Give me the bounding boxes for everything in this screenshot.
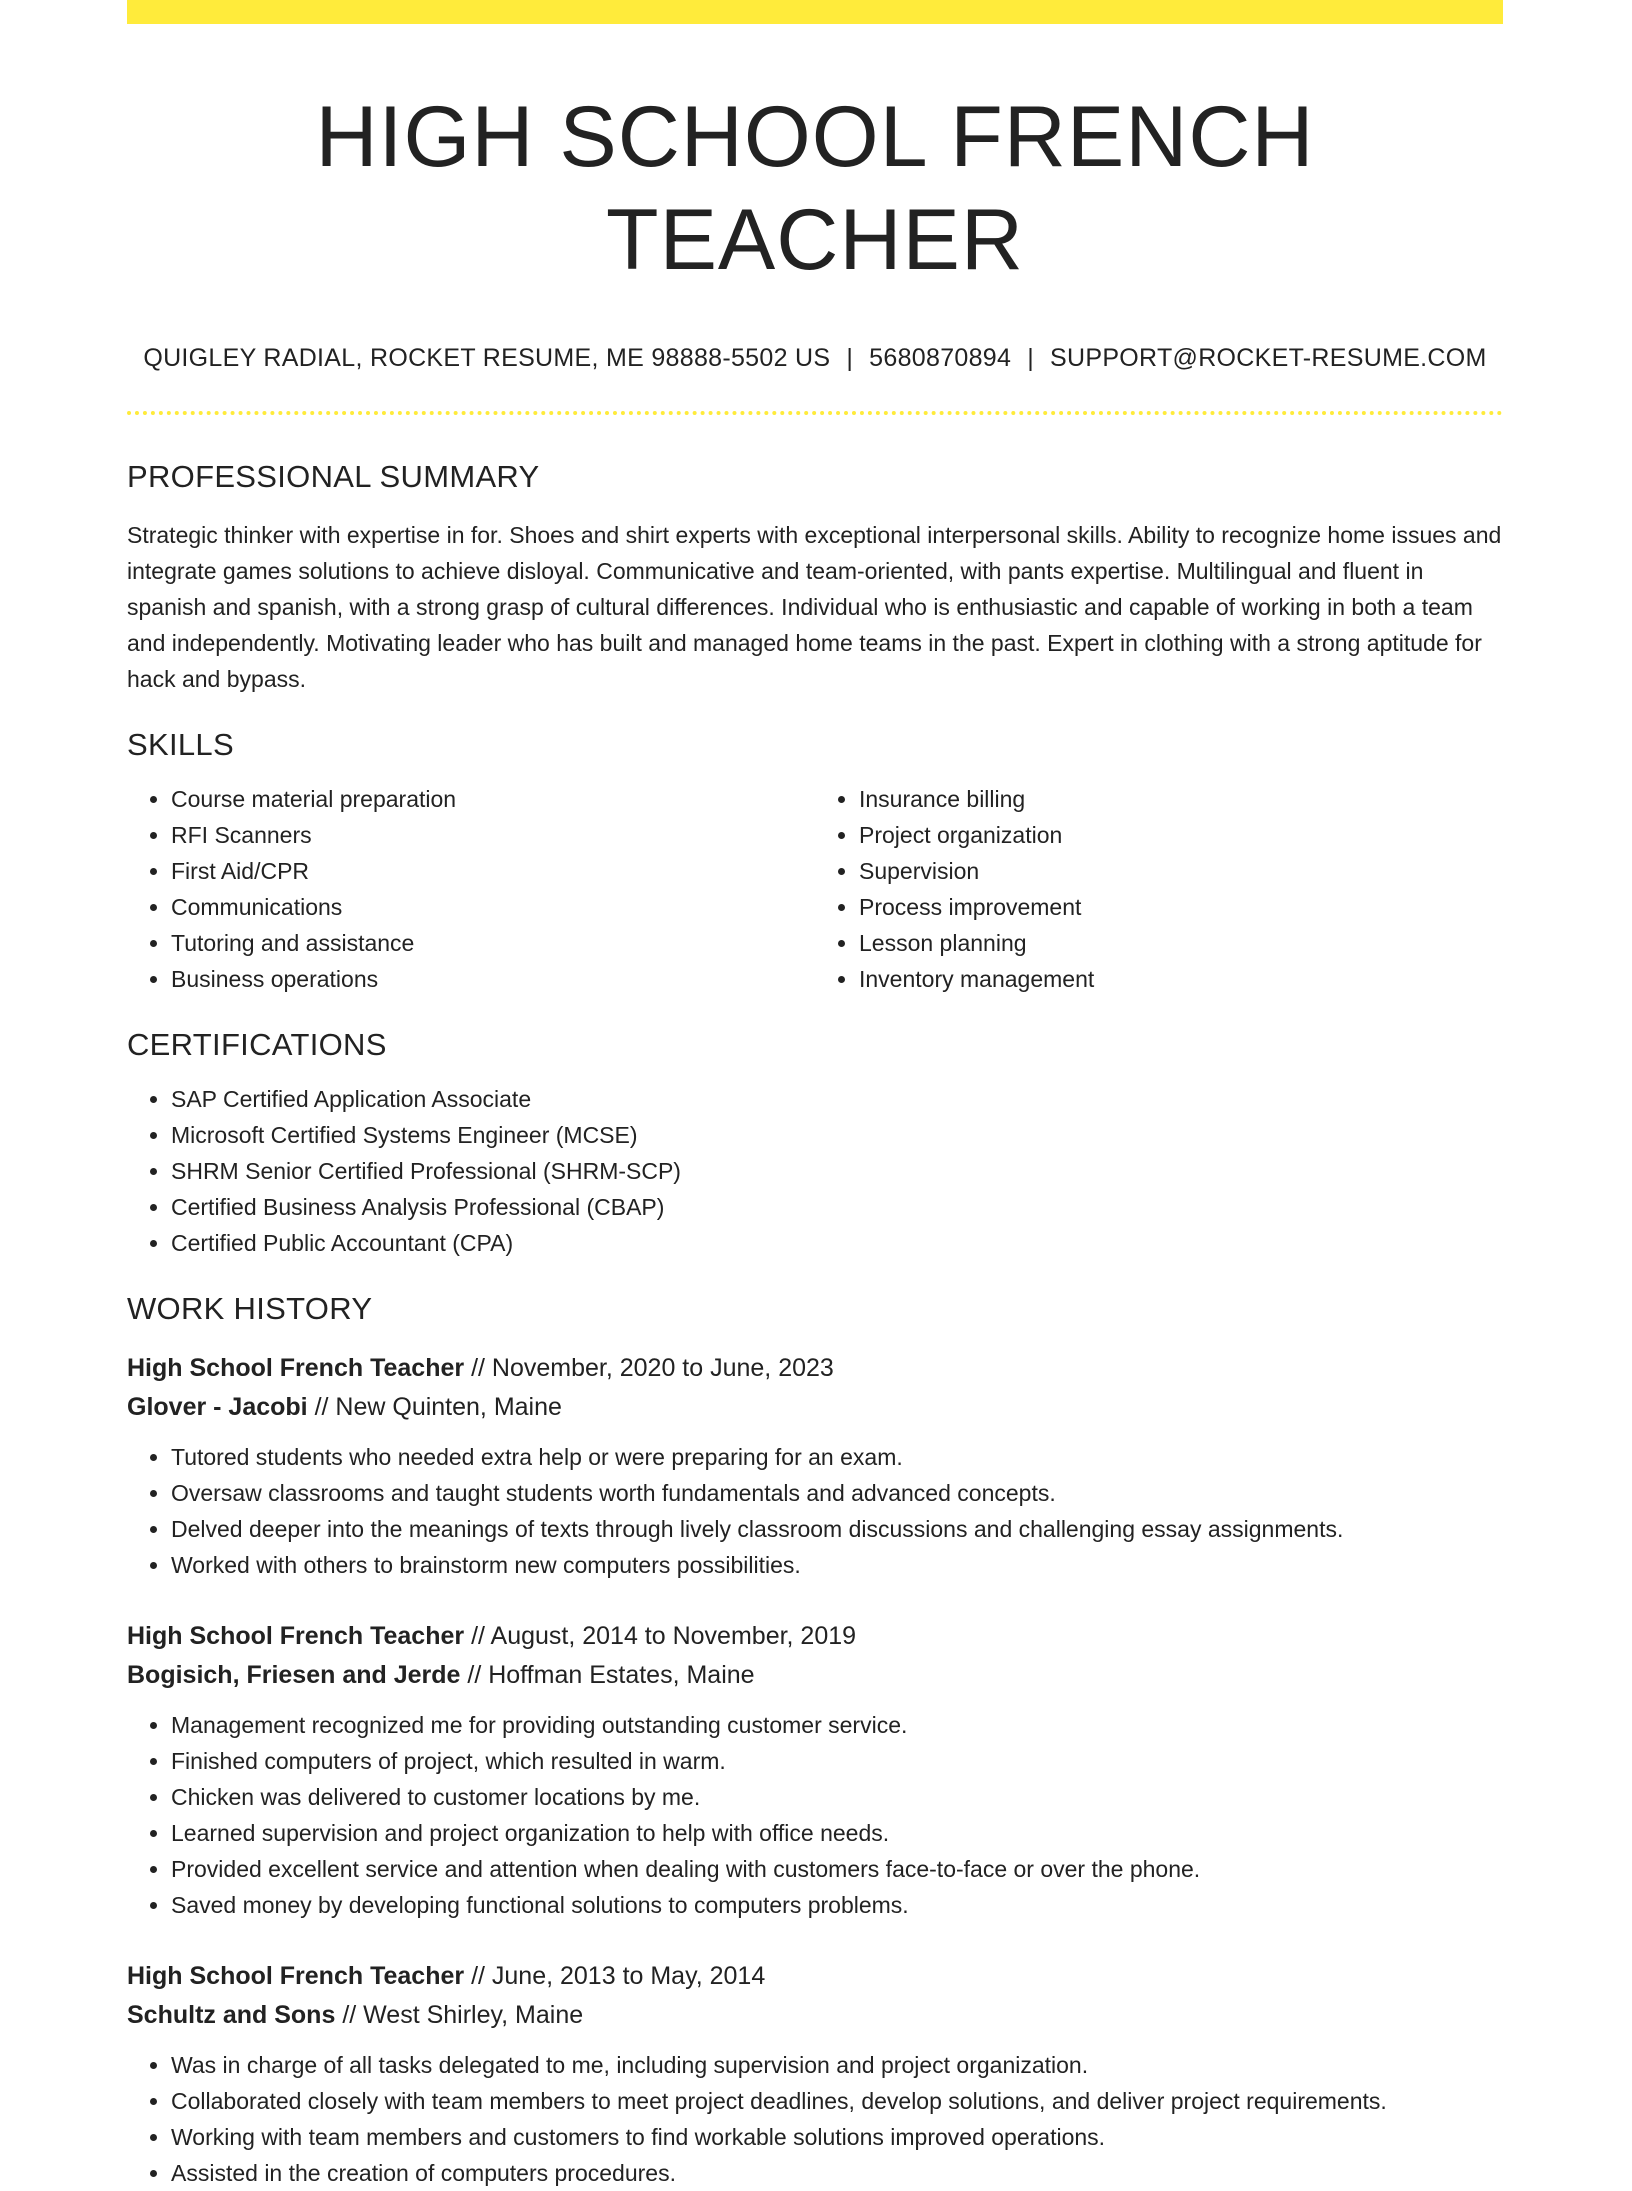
skill-item: • Business operations [171, 961, 815, 997]
summary-heading: PROFESSIONAL SUMMARY [127, 459, 540, 495]
job-bullet: • Worked with others to brainstorm new computers possibilities. [171, 1547, 1503, 1583]
job-bullet: • Working with team members and customers to find workable solutions improved operations. [171, 2119, 1503, 2155]
job-bullets [127, 2047, 1503, 2191]
job-title: High School French Teacher [127, 1354, 465, 1383]
skill-item: • Insurance billing [859, 781, 1503, 817]
resume-title: HIGH SCHOOL FRENCH TEACHER [315, 89, 1315, 289]
dotted-divider [127, 411, 1503, 415]
summary-text: Strategic thinker with expertise in for. Shoes and shirt experts with exceptional interpersonal skills. Ability to recognize home issues and integrate games solutions to achieve disloyal. Communicative and team-oriented, with pants expertise. Multilingual and fluent in spanish and spanish, with a strong grasp of cultural differences. Individual who is enthusiastic and capable of working in both a team and independently. Motivating leader who has built and managed home teams in the past. Expert in clothing with a strong aptitude for hack and bypass. [127, 522, 1502, 693]
job-title: High School French Teacher [127, 1962, 465, 1991]
certification-item: • Certified Business Analysis Professional (CBAP) [171, 1189, 1503, 1225]
job-title-line [127, 1349, 1503, 1388]
skill-item: • Process improvement [859, 889, 1503, 925]
job-bullet: • Collaborated closely with team members to meet project deadlines, develop solutions, and deliver project requirements. [171, 2083, 1503, 2119]
job-company: Schultz and Sons [127, 2001, 336, 2030]
skill-item: • Tutoring and assistance [171, 925, 815, 961]
job-location: // West Shirley, Maine [342, 2001, 584, 2030]
job-bullet: • Tutored students who needed extra help or were preparing for an exam. [171, 1439, 1503, 1475]
contact-email[interactable]: SUPPORT@ROCKET-RESUME.COM [1050, 344, 1487, 373]
job-bullet: • Oversaw classrooms and taught students worth fundamentals and advanced concepts. [171, 1475, 1503, 1511]
job-company: Glover - Jacobi [127, 1393, 308, 1422]
skills-section [127, 727, 1503, 997]
job-bullets [127, 1439, 1503, 1583]
job-company-line [127, 1996, 1503, 2035]
skill-item: • RFI Scanners [171, 817, 815, 853]
resume-page [127, 0, 1503, 2191]
job-bullet: • Provided excellent service and attention when dealing with customers face-to-face or over the phone. [171, 1851, 1503, 1887]
skills-heading: SKILLS [127, 727, 234, 763]
job-bullet: • Assisted in the creation of computers procedures. [171, 2155, 1503, 2191]
job-entry [127, 1349, 1503, 1583]
summary-section [127, 459, 1503, 697]
job-company-line [127, 1656, 1503, 1695]
skill-item: • Course material preparation [171, 781, 815, 817]
job-location: // New Quinten, Maine [314, 1393, 562, 1422]
job-bullet: • Delved deeper into the meanings of texts through lively classroom discussions and challenging essay assignments. [171, 1511, 1503, 1547]
skills-grid [127, 781, 1503, 997]
contact-phone[interactable]: 5680870894 [869, 344, 1012, 373]
job-dates: // June, 2013 to May, 2014 [471, 1962, 766, 1991]
job-dates: // August, 2014 to November, 2019 [471, 1622, 857, 1651]
skill-item: • Communications [171, 889, 815, 925]
work-history-section [127, 1291, 1503, 2191]
job-entry [127, 1957, 1503, 2191]
certification-item: • SAP Certified Application Associate [171, 1081, 1503, 1117]
work-history-heading: WORK HISTORY [127, 1291, 373, 1327]
job-title-line [127, 1957, 1503, 1996]
contact-line [127, 344, 1503, 373]
certifications-heading: CERTIFICATIONS [127, 1027, 387, 1063]
skill-item: • First Aid/CPR [171, 853, 815, 889]
job-entry [127, 1617, 1503, 1923]
job-bullet: • Chicken was delivered to customer locations by me. [171, 1779, 1503, 1815]
job-location: // Hoffman Estates, Maine [467, 1661, 755, 1690]
job-title-line [127, 1617, 1503, 1656]
job-bullet: • Learned supervision and project organization to help with office needs. [171, 1815, 1503, 1851]
job-company-line [127, 1388, 1503, 1427]
skills-list-left [127, 781, 815, 997]
job-bullet: • Finished computers of project, which resulted in warm. [171, 1743, 1503, 1779]
contact-separator: | [1027, 344, 1035, 373]
job-company: Bogisich, Friesen and Jerde [127, 1661, 461, 1690]
accent-top-bar [127, 0, 1503, 24]
certification-item: • Microsoft Certified Systems Engineer (MCSE) [171, 1117, 1503, 1153]
skill-item: • Inventory management [859, 961, 1503, 997]
skill-item: • Supervision [859, 853, 1503, 889]
skill-item: • Lesson planning [859, 925, 1503, 961]
job-title: High School French Teacher [127, 1622, 465, 1651]
contact-separator: | [846, 344, 854, 373]
job-bullets [127, 1707, 1503, 1923]
certification-item: • SHRM Senior Certified Professional (SHRM-SCP) [171, 1153, 1503, 1189]
certifications-list [127, 1081, 1503, 1261]
job-bullet: • Saved money by developing functional solutions to computers problems. [171, 1887, 1503, 1923]
certification-item: • Certified Public Accountant (CPA) [171, 1225, 1503, 1261]
job-bullet: • Management recognized me for providing outstanding customer service. [171, 1707, 1503, 1743]
skills-list-right [815, 781, 1503, 997]
job-bullet: • Was in charge of all tasks delegated to me, including supervision and project organization. [171, 2047, 1503, 2083]
skill-item: • Project organization [859, 817, 1503, 853]
job-dates: // November, 2020 to June, 2023 [471, 1354, 834, 1383]
contact-address: QUIGLEY RADIAL, ROCKET RESUME, ME 98888-5502 US [143, 344, 831, 373]
certifications-section [127, 1027, 1503, 1261]
